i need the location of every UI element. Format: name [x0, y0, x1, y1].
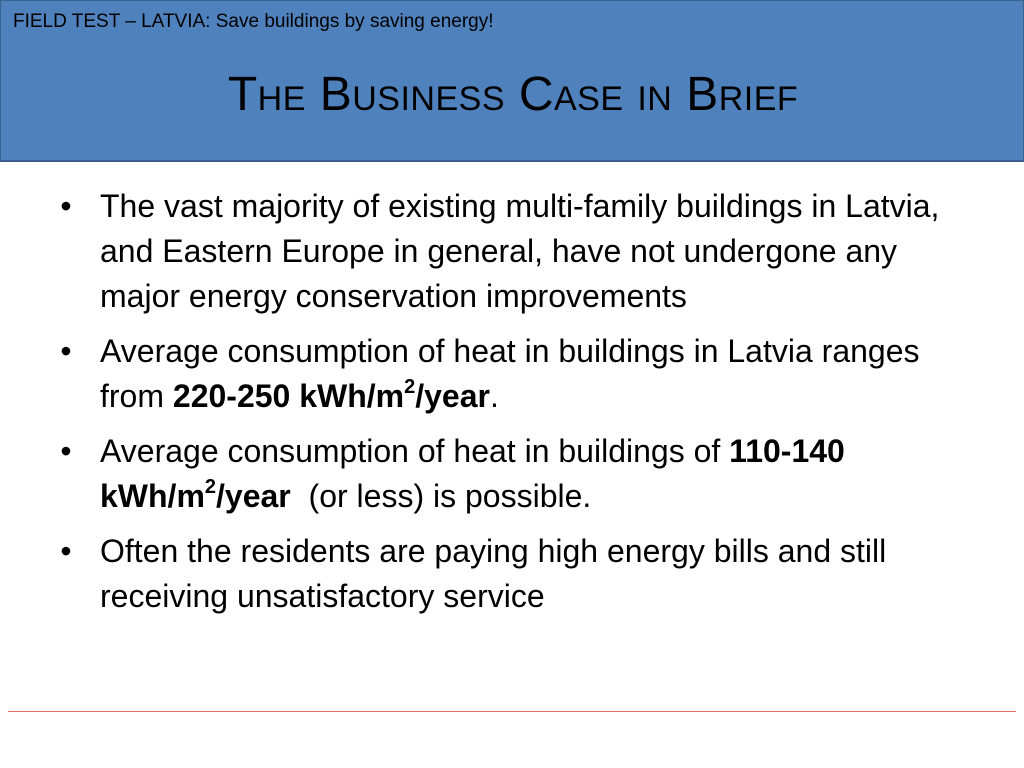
value-superscript: 2 [204, 476, 217, 499]
bullet-text-end: . [489, 378, 499, 414]
bullet-item-majority [56, 184, 971, 319]
bullet-icon: • [60, 333, 72, 369]
bullet-item-latvia-consumption [56, 329, 971, 419]
bullet-icon: • [60, 533, 72, 569]
bullet-text: The vast majority of existing multi-family buildings in Latvia, and Eastern Europe in general, have not undergone any major energy conservation improvements [100, 188, 940, 314]
footer-divider [8, 711, 1016, 712]
bullet-text: Average consumption of heat in buildings of [100, 433, 730, 469]
value-text: 220-250 kWh/m [172, 378, 405, 414]
bullet-text: Often the residents are paying high energy bills and still receiving unsatisfactory service [100, 533, 887, 614]
value-text: 110-140 kWh/m [100, 433, 845, 514]
slide-title: The Business Case in Brief [227, 68, 799, 121]
bullet-list [56, 184, 971, 629]
bullet-icon: • [60, 188, 72, 224]
slide-subtitle: FIELD TEST – LATVIA: Save buildings by saving energy! [13, 11, 494, 32]
value-suffix: /year [216, 478, 291, 514]
bullet-icon: • [60, 433, 72, 469]
bullet-item-possible-consumption [56, 429, 971, 519]
value-superscript: 2 [404, 376, 416, 399]
bullet-text: Average consumption of heat in buildings in Latvia ranges from [100, 333, 920, 414]
header-band [0, 0, 1024, 162]
bullet-value [173, 378, 490, 414]
bullet-text-end: (or less) is possible. [290, 478, 592, 514]
value-suffix: /year [415, 378, 490, 414]
bullet-item-residents [56, 529, 971, 619]
